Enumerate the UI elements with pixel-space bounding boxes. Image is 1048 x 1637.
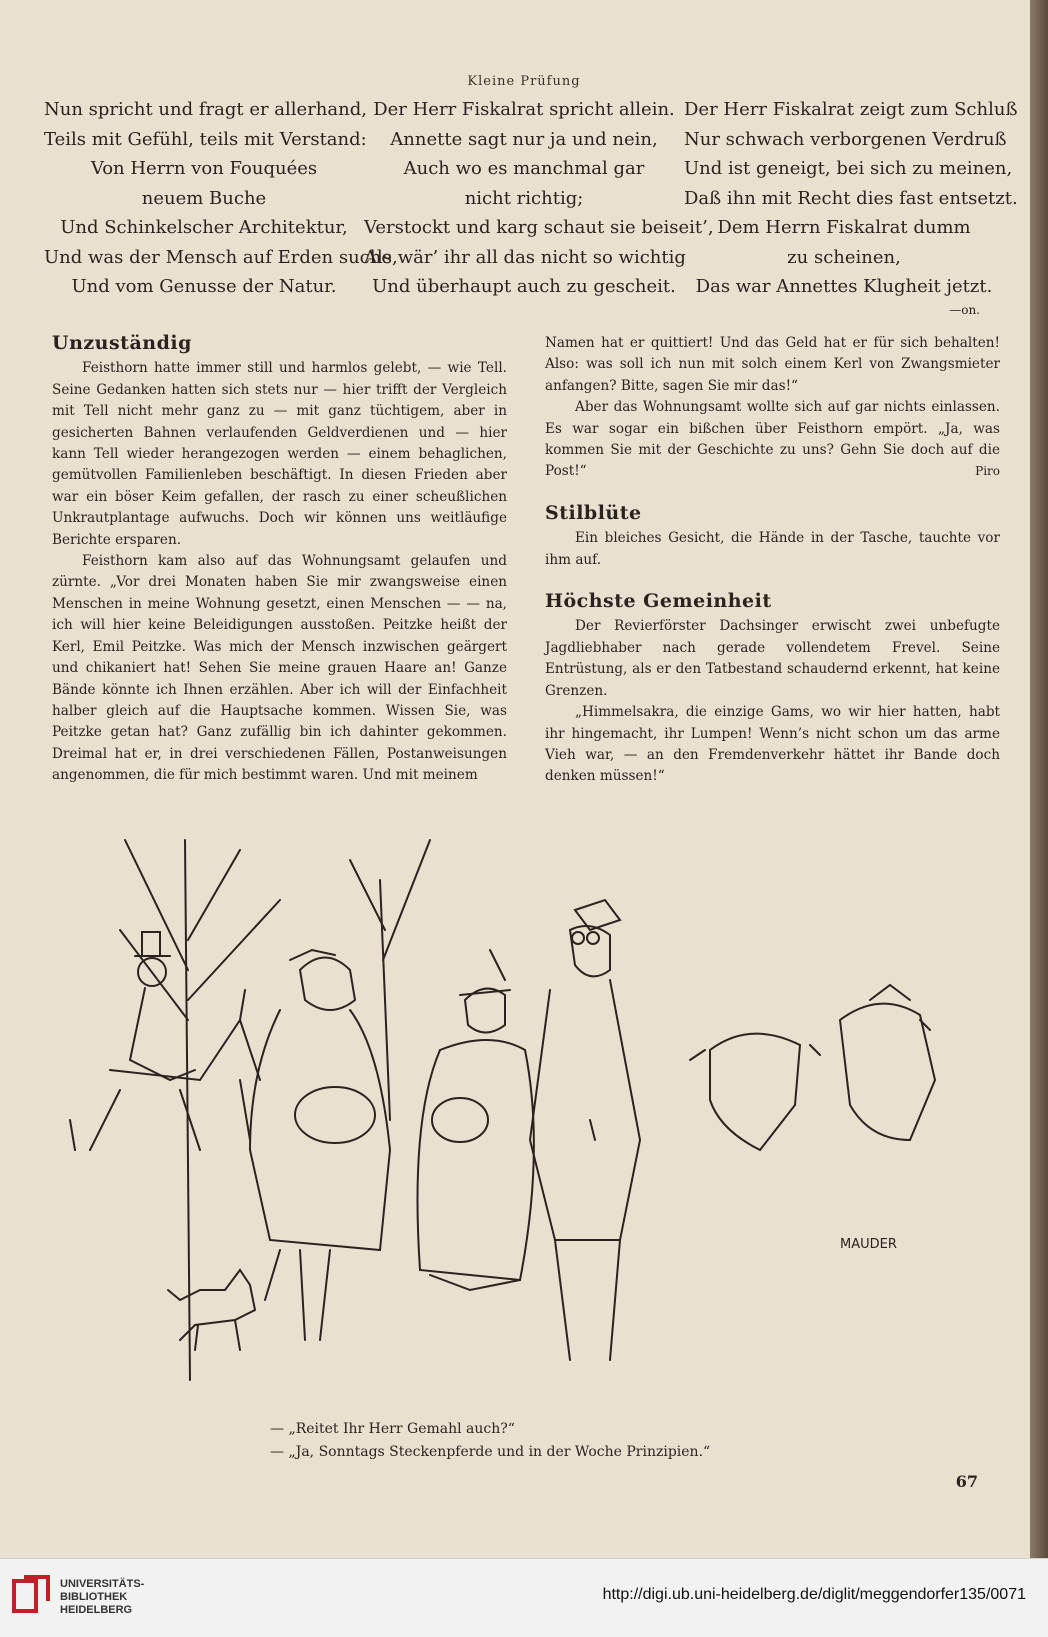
lady-in-fur-drawing <box>418 950 534 1290</box>
poem-line: Und ist geneigt, bei sich zu meinen, <box>684 158 1013 179</box>
article-title: Unzuständig <box>52 332 192 354</box>
poem-line: Teils mit Gefühl, teils mit Verstand: <box>44 128 367 150</box>
cartoon-illustration <box>50 820 1000 1420</box>
article-paragraph: Namen hat er quittiert! Und das Geld hat er für sich behalten! Also: was soll ich nun mit solch einem Kerl von Zwangsmieter anfangen? Bitte, sagen Sie mir das!“ <box>545 335 1000 394</box>
poem-line: Verstockt und karg schaut sie beiseit’, <box>364 217 714 238</box>
tall-man-drawing <box>530 900 640 1360</box>
article-paragraph: Feisthorn kam also auf das Wohnungsamt gelaufen und zürnte. „Vor drei Monaten haben Sie mir zwangsweise einen Menschen in meine Wohnung gesetzt, einen Menschen — — na, ich will hier keine Beleidigungen ausstoßen. Peitzke heißt der Kerl, Emil Peitzke. Was mich der Mensch inzwischen geärgert und chikaniert hat! Sehen Sie meine grauen Haare an! Ganze Bände könnte ich Ihnen erzählen. Aber ich will der Einfachheit halber gleich auf die Hauptsache kommen. Wissen Sie, was Peitzke getan hat? Ganz zufällig bin ich dahinter gekommen. Dreimal hat er, in drei verschiedenen Fällen, Postanweisungen angenommen, die für mich bestimmt waren. Und mit meinem <box>52 553 507 784</box>
poem <box>44 95 1018 302</box>
poem-line: Nur schwach verborgenen Verdruß <box>684 128 1007 150</box>
digitization-footer <box>0 1558 1048 1637</box>
poem-column-1 <box>44 95 398 302</box>
library-logo-icon <box>10 1573 54 1617</box>
poem-line: Als wär’ ihr all das nicht so wichtig <box>364 246 686 268</box>
page-edge-shadow <box>1030 0 1048 1558</box>
poem-line: neuem Buche <box>141 187 267 209</box>
library-name-line: UNIVERSITÄTS- <box>60 1578 145 1590</box>
background-figures-drawing <box>690 985 935 1150</box>
poem-line: zu scheinen, <box>787 246 901 268</box>
horse-rider-drawing <box>70 932 260 1150</box>
illustrator-signature: MAUDER <box>840 1237 897 1252</box>
article-paragraph: Feisthorn hatte immer still und harmlos gelebt, — wie Tell. Seine Gedanken hatten sich stets nur — hier trifft der Vergleich mit Tell nicht mehr ganz zu — mit ganz tüchtigem, aber in gesicherten Bahnen verlaufenden Geldverdienen und — hier kann Tell wieder herangezogen werden — einem behaglichen, gemütvollen Familienleben beschäftigt. In diesen Frieden aber war ein böser Keim gefallen, der rasch zu einer scheußlichen Unkrautplantage aufwuchs. Doch wir können uns weitläufige Berichte ersparen. <box>52 360 507 548</box>
library-name-line: BIBLIOTHEK <box>60 1591 128 1603</box>
article-column-left <box>52 333 507 787</box>
poem-line: Von Herrn von Fouquées <box>90 158 318 179</box>
article-paragraph-text: Aber das Wohnungsamt wollte sich auf gar nichts einlassen. Es war sogar ein bißchen über Feisthorn empört. „Ja, was kommen Sie mit der Geschichte zu uns? Gehn Sie doch auf die Post!“ <box>545 399 1000 480</box>
poem-column-3 <box>684 95 1018 302</box>
poem-line: Annette sagt nur ja und nein, <box>390 128 658 150</box>
poem-line: Daß ihn mit Recht dies fast entsetzt. <box>684 187 1018 209</box>
poem-line: Das war Annettes Klugheit jetzt. <box>695 276 993 297</box>
poem-line: nicht richtig; <box>464 187 584 209</box>
library-name-line: HEIDELBERG <box>60 1604 133 1616</box>
caption-line: — „Ja, Sonntags Steckenpferde und in der Woche Prinzipien.“ <box>270 1444 711 1460</box>
poem-line: Und überhaupt auch zu gescheit. <box>372 276 676 297</box>
dog-drawing <box>168 1270 255 1350</box>
poem-line: Auch wo es manchmal gar <box>403 158 645 179</box>
poem-signature: —on. <box>949 303 980 317</box>
caption-line: — „Reitet Ihr Herr Gemahl auch?“ <box>270 1421 515 1437</box>
poem-line: Der Herr Fiskalrat zeigt zum Schluß <box>684 99 1018 120</box>
poem-line: Und Schinkelscher Architektur, <box>60 217 348 238</box>
poem-column-2 <box>364 95 714 302</box>
article-column-right <box>545 333 1000 788</box>
article-paragraph: „Himmelsakra, die einzige Gams, wo wir hier hatten, habt ihr hingemacht, ihr Lumpen! Wenn’s nicht schon um das arme Vieh war, — an den Fremdenverkehr hättet ihr Bande doch denken müssen!“ <box>545 704 1000 785</box>
tree-drawing <box>120 840 430 1380</box>
article-paragraph: Ein bleiches Gesicht, die Hände in der Tasche, tauchte vor ihm auf. <box>545 530 1000 568</box>
article-paragraph: Der Revierförster Dachsinger erwischt zwei unbefugte Jagdliebhaber nach gerade vollendetem Frevel. Seine Entrüstung, als er den Tatbestand schaudernd erkennt, hat keine Grenzen. <box>545 618 1000 699</box>
poem-line: Nun spricht und fragt er allerhand, <box>44 99 367 120</box>
permalink-url[interactable]: http://digi.ub.uni-heidelberg.de/diglit/meggendorfer135/0071 <box>602 1586 1026 1603</box>
article-paragraph <box>545 397 1000 483</box>
library-name <box>60 1578 144 1617</box>
article-author: Piro <box>975 464 1000 479</box>
poem-line: Der Herr Fiskalrat spricht allein. <box>373 99 675 120</box>
poem-line: Und was der Mensch auf Erden suche, <box>44 246 398 268</box>
poem-line: Dem Herrn Fiskalrat dumm <box>717 217 971 238</box>
cartoon-caption <box>270 1418 710 1464</box>
article-title: Stilblüte <box>545 501 642 524</box>
page-header-title: Kleine Prüfung <box>467 74 581 89</box>
poem-line: Und vom Genusse der Natur. <box>71 276 337 297</box>
page-number: 67 <box>955 1472 978 1491</box>
article-title: Höchste Gemeinheit <box>545 590 772 613</box>
lady-with-muff-drawing <box>250 950 390 1340</box>
